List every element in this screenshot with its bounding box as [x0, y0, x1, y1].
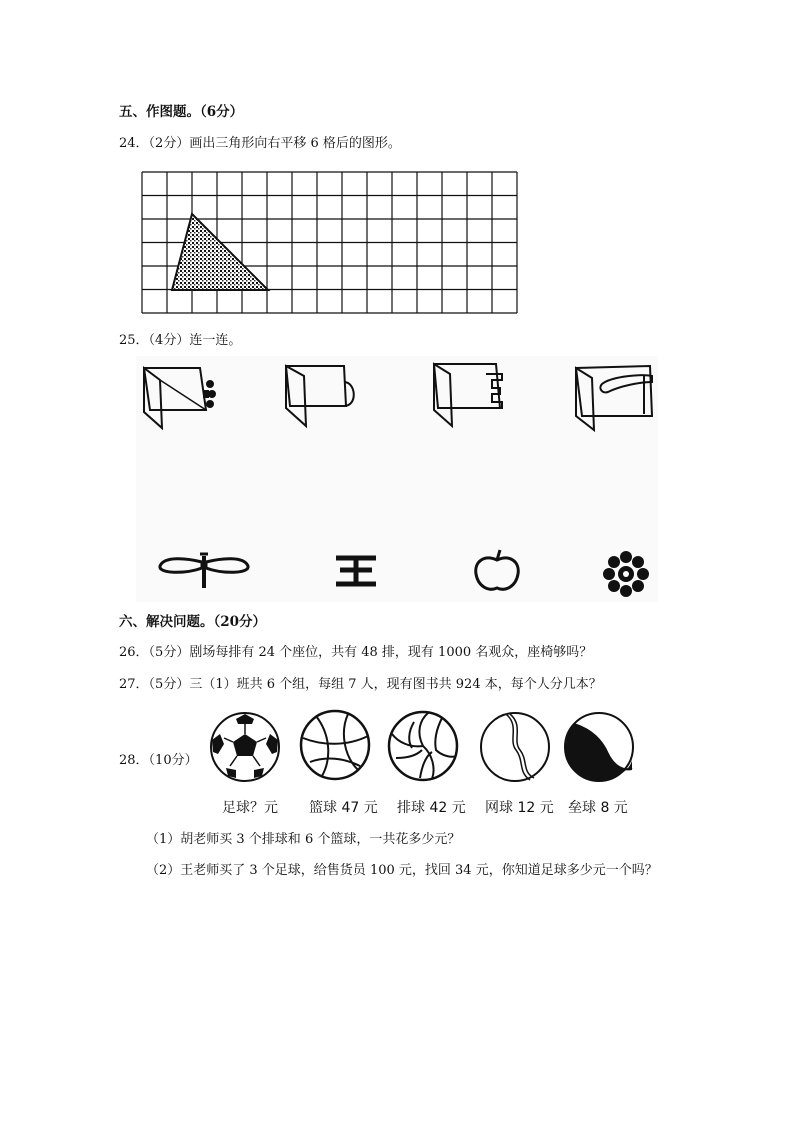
tennis-ball-icon [478, 710, 552, 784]
apple-shape[interactable] [470, 548, 524, 594]
matching-area [136, 356, 658, 602]
basketball-icon [298, 706, 372, 784]
soccer-ball-label: 足球？元 [222, 800, 278, 816]
folded-paper-apple[interactable] [282, 362, 372, 432]
wang-shape[interactable] [332, 552, 382, 592]
section6-title: 六、解决问题。（20分） [119, 614, 267, 630]
question-26: 26．（5分）剧场每排有 24 个座位，共有 48 排，现有 1000 名观众，座椅够吗？ [119, 645, 593, 660]
basketball-label: 篮球 47 元 [309, 800, 378, 816]
folded-paper-dragonfly[interactable] [572, 362, 662, 434]
snowflake-shape[interactable] [602, 550, 650, 598]
softball-icon [562, 710, 636, 784]
tennis-ball-label: 网球 12 元 [485, 800, 554, 816]
folded-paper-wang[interactable] [430, 360, 520, 430]
volleyball-icon [386, 708, 460, 784]
question-28-label: 28．（10分） [119, 753, 198, 768]
question-24: 24．（2分）画出三角形向右平移 6 格后的图形。 [119, 136, 401, 151]
question-25: 25．（4分）连一连。 [119, 333, 242, 348]
shaded-triangle [172, 214, 268, 290]
soccer-ball-icon [208, 710, 282, 784]
folded-paper-snowflake[interactable] [140, 362, 230, 432]
question-28-sub1: （1）胡老师买 3 个排球和 6 个篮球，一共花多少元？ [146, 832, 461, 847]
volleyball-label: 排球 42 元 [397, 800, 466, 816]
section5-title: 五、作图题。（6分） [119, 104, 244, 120]
translation-grid [140, 170, 522, 316]
softball-label: 垒球 8 元 [568, 800, 628, 816]
question-27: 27．（5分）三（1）班共 6 个组，每组 7 人，现有图书共 924 本，每个人分几本？ [119, 677, 602, 692]
question-28-sub2: （2）王老师买了 3 个足球，给售货员 100 元，找回 34 元，你知道足球多少元一个吗？ [146, 863, 658, 878]
dragonfly-shape[interactable] [156, 552, 252, 592]
